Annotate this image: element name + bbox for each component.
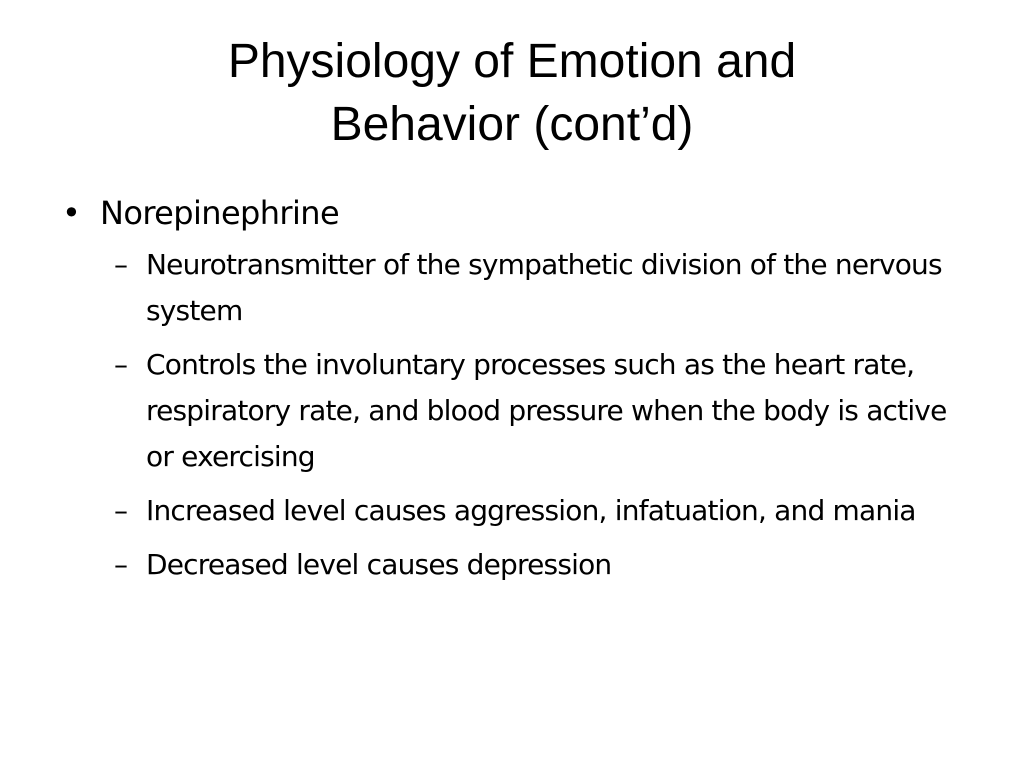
bullet-item bbox=[62, 190, 1024, 236]
slide-title-line-1: Physiology of Emotion and bbox=[227, 35, 797, 88]
sub-bullet-text: Increased level causes aggression, infatuation, and mania bbox=[146, 494, 916, 527]
dash-icon: – bbox=[114, 248, 128, 281]
bullet-dot-icon: • bbox=[62, 194, 81, 232]
slide-title bbox=[60, 30, 964, 156]
sub-bullet-text: Controls the involuntary processes such as the heart rate, respiratory rate, and blood pressure when the body is active or exercising bbox=[146, 348, 947, 473]
sub-bullet-item bbox=[114, 542, 976, 588]
dash-icon: – bbox=[114, 348, 128, 381]
slide-title-line-2: Behavior (cont’d) bbox=[330, 98, 694, 151]
sub-bullet-text: Decreased level causes depression bbox=[146, 548, 612, 581]
sub-bullet-text: Neurotransmitter of the sympathetic division of the nervous system bbox=[146, 248, 942, 327]
dash-icon: – bbox=[114, 548, 128, 581]
sub-bullet-item bbox=[114, 488, 976, 534]
sub-bullet-item bbox=[114, 242, 976, 334]
slide-body bbox=[0, 190, 1024, 596]
dash-icon: – bbox=[114, 494, 128, 527]
bullet-text: Norepinephrine bbox=[100, 194, 340, 232]
sub-bullet-item bbox=[114, 342, 976, 480]
